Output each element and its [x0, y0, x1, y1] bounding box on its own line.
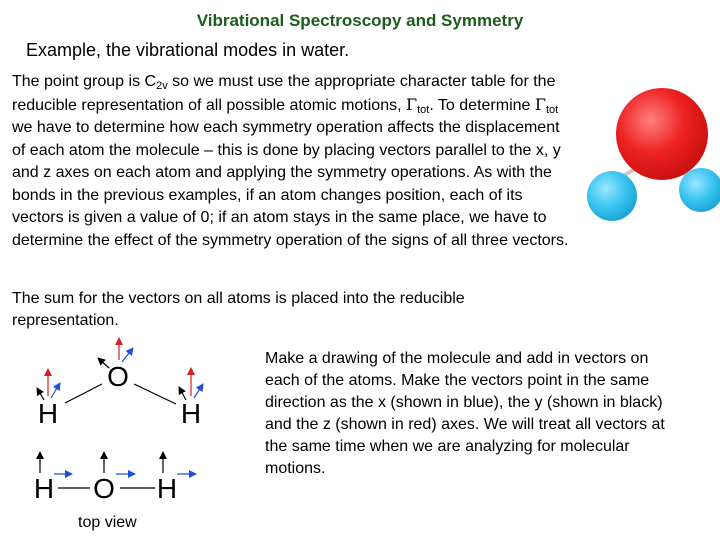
page-title: Vibrational Spectroscopy and Symmetry: [196, 11, 524, 30]
p1-text-1: The point group is C: [12, 73, 157, 90]
side-hydrogen-right-label: H: [180, 398, 202, 429]
top-view-diagram: [34, 452, 196, 504]
p1-subscript-tot: tot: [417, 103, 430, 116]
p1-text-3: . To determine: [429, 96, 535, 114]
p1-text-4: we have to determine how each symmetry operation affects the displacement of each atom the molecule – this is done by placing vectors parallel to the x, y and z axes on each atom and applying the symmetry operations. As with the bonds in the previous examples, if an atom changes position, each of its vectors is given a value of 0; if an atom stays in the same place, we have to determine the effect of the symmetry operation of the signs of all three vectors.: [12, 119, 569, 249]
hydrogen-atom-sphere: [587, 171, 637, 221]
top-view-caption: top view: [78, 514, 137, 531]
side-oxygen-label: O: [107, 361, 129, 392]
gamma-symbol: Γ: [405, 94, 418, 114]
x-vector-arrow: [194, 384, 203, 398]
top-oxygen-label: O: [93, 473, 115, 504]
oxygen-atom-sphere: [616, 88, 708, 180]
side-view-diagram: [37, 338, 203, 429]
gamma-symbol: Γ: [534, 94, 546, 114]
page-subtitle: Example, the vibrational modes in water.: [26, 40, 350, 60]
side-hydrogen-left-label: H: [37, 398, 59, 429]
water-molecule-model: [587, 88, 720, 221]
bond-line: [134, 384, 176, 404]
drawing-instructions-paragraph: Make a drawing of the molecule and add in vectors on each of the atoms. Make the vectors point in the same direction as the x (shown in blue), the y (shown in black) and the z (shown in red) axes. We will treat all vectors at the same time when we are analyzing for molecular motions.: [265, 350, 665, 477]
top-hydrogen-right-label: H: [156, 473, 178, 504]
sum-paragraph: The sum for the vectors on all atoms is placed into the reducible representation.: [12, 290, 465, 329]
bond-line: [65, 384, 102, 403]
top-hydrogen-left-label: H: [33, 473, 55, 504]
x-vector-arrow: [122, 348, 133, 362]
p1-subscript-2v: 2v: [156, 80, 168, 92]
x-vector-arrow: [51, 383, 60, 398]
p1-subscript-tot: tot: [545, 103, 559, 116]
p1-text-2: so we must use the appropriate character table for the reducible representation of all possible atomic motions,: [12, 73, 556, 114]
